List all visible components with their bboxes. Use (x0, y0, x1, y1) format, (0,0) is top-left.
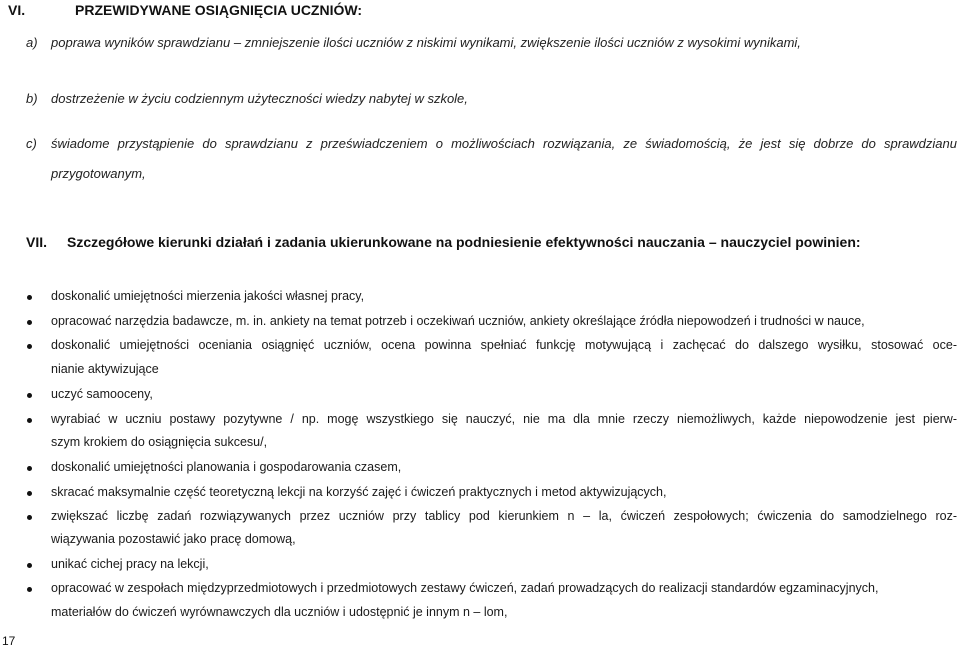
item-c-line-1-wrap (51, 136, 957, 151)
list-item: opracować narzędzia badawcze, m. in. ankiety na temat potrzeb i oczekiwań uczniów, ankiety określające źródła niepowodzeń i trudności w nauce, (51, 314, 865, 328)
bullet-icon (27, 295, 32, 300)
bullet-icon (27, 418, 32, 423)
bullet-icon (27, 466, 32, 471)
list-item-continuation: wiązywania pozostawić jako pracę domową, (51, 532, 296, 546)
bullet-icon (27, 393, 32, 398)
section-6-title: PRZEWIDYWANE OSIĄGNIĘCIA UCZNIÓW: (75, 2, 362, 18)
item-c-label: c) (26, 136, 37, 151)
bullet-icon (27, 587, 32, 592)
bullet-icon (27, 515, 32, 520)
section-6-number: VI. (8, 2, 26, 18)
list-item: unikać cichej pracy na lekcji, (51, 557, 209, 571)
list-item-line-1-wrap (51, 412, 957, 426)
item-a-text: poprawa wyników sprawdzianu – zmniejszenie ilości uczniów z niskimi wynikami, zwiększenie ilości uczniów z wysokimi wynikami, (51, 35, 801, 50)
list-item: wyrabiać w uczniu postawy pozytywne / np. mogę wszystkiego się nauczyć, nie ma dla mnie rzeczy niemożliwych, każde niepowodzenie jest pierw- (51, 412, 957, 426)
list-item: opracować w zespołach międzyprzedmiotowych i przedmiotowych zestawy ćwiczeń, zadań prowadzących do realizacji standardów egzaminacyjnych, (51, 581, 879, 595)
list-item: uczyć samooceny, (51, 387, 153, 401)
section-7-number: VII. (26, 234, 48, 250)
item-a-label: a) (26, 35, 38, 50)
page-number: 17 (2, 634, 16, 648)
list-item-line-1-wrap (51, 338, 957, 352)
list-item: skracać maksymalnie część teoretyczną lekcji na korzyść zajęć i ćwiczeń praktycznych i metod aktywizujących, (51, 485, 667, 499)
item-b-text: dostrzeżenie w życiu codziennym użyteczności wiedzy nabytej w szkole, (51, 91, 468, 106)
list-item-continuation: nianie aktywizujące (51, 362, 159, 376)
list-item: zwiększać liczbę zadań rozwiązywanych przez uczniów przy tablicy pod kierunkiem n – la, ćwiczeń zespołowych; ćwiczenia do samodzielnego roz- (51, 509, 957, 523)
bullet-icon (27, 320, 32, 325)
bullet-icon (27, 344, 32, 349)
bullet-icon (27, 491, 32, 496)
list-item-continuation: szym krokiem do osiągnięcia sukcesu/, (51, 435, 268, 449)
item-c-line-1: świadome przystąpienie do sprawdzianu z przeświadczeniem o możliwościach rozwiązania, ze świadomością, że jest się dobrze do sprawdzianu (51, 136, 957, 151)
list-item-line-1-wrap (51, 509, 957, 523)
list-item: doskonalić umiejętności oceniania osiągnięć uczniów, ocena powinna spełniać funkcję motywującą i zachęcać do dalszego wysiłku, stosować oce- (51, 338, 957, 352)
list-item: doskonalić umiejętności mierzenia jakości własnej pracy, (51, 289, 365, 303)
list-item-continuation: materiałów do ćwiczeń wyrównawczych dla uczniów i udostępnić je innym n – lom, (51, 605, 508, 619)
bullet-icon (27, 563, 32, 568)
list-item: doskonalić umiejętności planowania i gospodarowania czasem, (51, 460, 402, 474)
item-c-line-2: przygotowanym, (51, 166, 146, 181)
item-b-label: b) (26, 91, 38, 106)
section-7-title: Szczegółowe kierunki działań i zadania ukierunkowane na podniesienie efektywności nauczania – nauczyciel powinien: (67, 234, 861, 250)
